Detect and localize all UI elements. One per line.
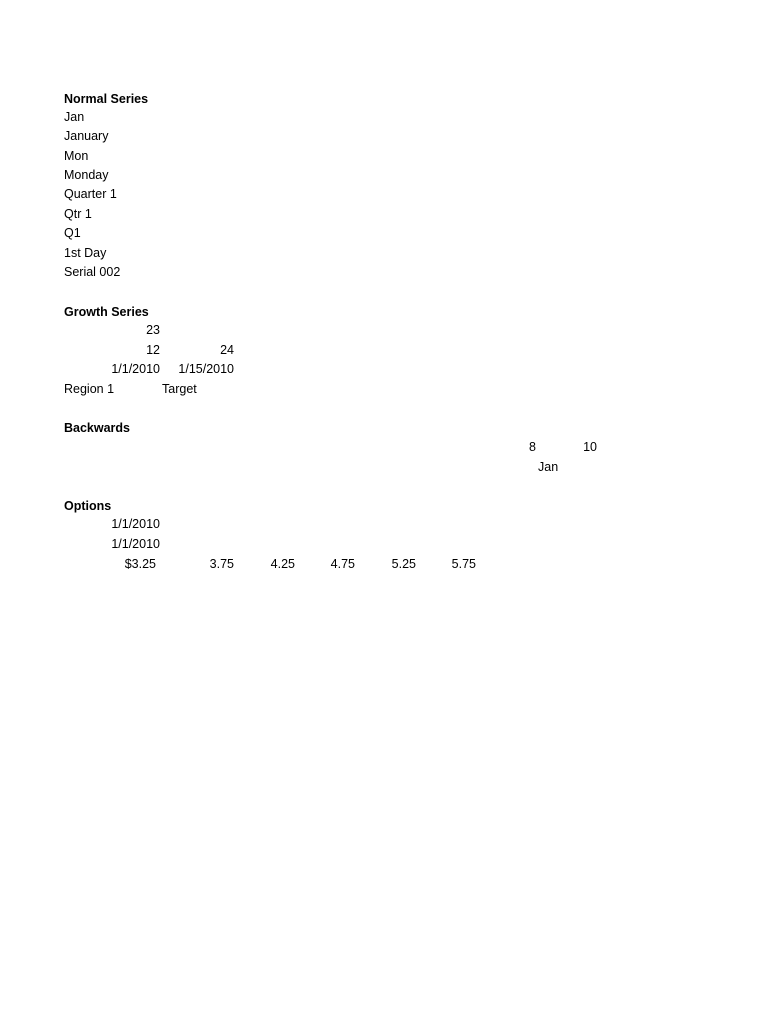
- growth-series-value-23: 23: [146, 323, 160, 337]
- growth-series-region: Region 1: [64, 382, 115, 396]
- backwards-value-8: 8: [529, 440, 536, 454]
- backwards-value-10: 10: [583, 440, 597, 454]
- options-price-5: 5.25: [391, 557, 416, 571]
- backwards-heading: Backwards: [64, 421, 131, 435]
- normal-series-item-monday: Monday: [64, 168, 109, 182]
- normal-series-item-q1: Q1: [64, 226, 81, 240]
- normal-series-item-serial-002: Serial 002: [64, 265, 121, 279]
- normal-series-item-quarter-1: Quarter 1: [64, 187, 117, 201]
- normal-series-item-january: January: [64, 129, 109, 143]
- options-date-1: 1/1/2010: [111, 517, 160, 531]
- normal-series-item-1st-day: 1st Day: [64, 246, 107, 260]
- options-price-3: 4.25: [270, 557, 295, 571]
- growth-series-date-next: 1/15/2010: [178, 362, 234, 376]
- normal-series-item-qtr-1: Qtr 1: [64, 207, 92, 221]
- options-date-2: 1/1/2010: [111, 537, 160, 551]
- normal-series-heading: Normal Series: [64, 92, 149, 106]
- backwards-month-jan: Jan: [538, 460, 559, 474]
- options-price-1: $3.25: [124, 557, 156, 571]
- options-price-2: 3.75: [209, 557, 234, 571]
- growth-series-date-start: 1/1/2010: [111, 362, 160, 376]
- options-price-6: 5.75: [451, 557, 476, 571]
- normal-series-item-mon: Mon: [64, 149, 89, 163]
- normal-series-item-jan: Jan: [64, 110, 85, 124]
- options-heading: Options: [64, 499, 112, 513]
- growth-series-target: Target: [162, 382, 197, 396]
- growth-series-heading: Growth Series: [64, 305, 149, 319]
- growth-series-value-12: 12: [146, 343, 160, 357]
- options-price-4: 4.75: [330, 557, 355, 571]
- growth-series-value-24: 24: [220, 343, 234, 357]
